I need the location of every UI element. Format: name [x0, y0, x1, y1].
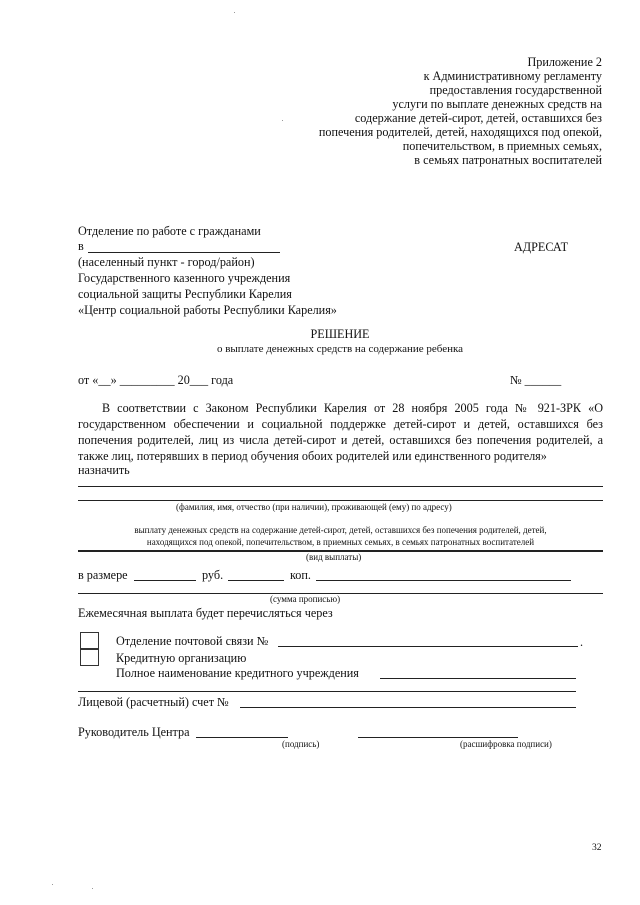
- appendix-line: к Административному регламенту: [423, 69, 602, 83]
- sender-line6: «Центр социальной работы Республики Карелия»: [78, 303, 337, 317]
- appendix-line: предоставления государственной: [429, 83, 602, 97]
- body-paragraph: В соответствии с Законом Республики Карелия от 28 ноября 2005 года № 921-ЗРК «О государственном обеспечении и социальной поддержке детей-сирот и детей, оставшихся без попечения родителей, лиц из числа детей-сирот и детей, оставшихся без попечения родителей, а также лиц, потерявших в период обучения обоих родителей или единственного родителя»: [78, 401, 603, 463]
- caption-words: (сумма прописью): [270, 594, 341, 604]
- amount-prefix: в размере: [78, 568, 128, 582]
- scan-speck: [92, 888, 93, 889]
- amount-words-field[interactable]: [78, 593, 603, 594]
- appendix-line: в семьях патронатных воспитателей: [414, 153, 602, 167]
- caption-signature: (подпись): [282, 739, 320, 749]
- page-number: 32: [592, 842, 602, 853]
- decision-number: № ______: [510, 373, 562, 387]
- decision-subtitle: о выплате денежных средств на содержание ребенка: [216, 343, 464, 355]
- addressee-label: АДРЕСАТ: [514, 240, 569, 254]
- amount-kop-label: коп.: [290, 568, 311, 582]
- sender-line4: Государственного казенного учреждения: [78, 271, 291, 285]
- payment-type-line2: находящихся под опекой, попечительством, в приемных семьях, в семьях патронатных воспитателей: [146, 537, 535, 547]
- caption-fio: (фамилия, имя, отчество (при наличии), проживающей (ему) по адресу): [176, 502, 452, 512]
- scan-speck: [234, 12, 235, 13]
- amount-kop-field[interactable]: [228, 580, 284, 581]
- post-office-checkbox[interactable]: [80, 632, 99, 649]
- monthly-payment-text: Ежемесячная выплата будет перечисляться через: [78, 606, 333, 620]
- credit-org-label: Кредитную организацию: [116, 651, 247, 665]
- amount-rub-label: руб.: [202, 568, 224, 582]
- fio-line1[interactable]: [78, 486, 603, 487]
- head-of-center-label: Руководитель Центра: [78, 725, 190, 739]
- sender-line1: Отделение по работе с гражданами: [78, 224, 261, 238]
- payment-type-line1: выплату денежных средств на содержание детей-сирот, детей, оставшихся без попечения родителей, детей,: [134, 525, 547, 535]
- appendix-line: содержание детей-сирот, детей, оставшихся без: [354, 111, 602, 125]
- sender-line3: (населенный пункт - город/район): [78, 255, 255, 269]
- appendix-line: попечительством, в приемных семьях,: [402, 139, 602, 153]
- caption-signature-decode: (расшифровка подписи): [460, 739, 552, 749]
- amount-extra-field[interactable]: [316, 580, 571, 581]
- sender-location-field[interactable]: [88, 252, 280, 253]
- credit-org-checkbox[interactable]: [80, 649, 99, 666]
- account-label: Лицевой (расчетный) счет №: [78, 695, 229, 709]
- signature-field[interactable]: [196, 737, 288, 738]
- decision-title: РЕШЕНИЕ: [310, 327, 370, 341]
- credit-name-field-2[interactable]: [78, 691, 576, 692]
- decision-date: от «__» _________ 20___ года: [78, 373, 234, 387]
- amount-rub-field[interactable]: [134, 580, 196, 581]
- sender-line5: социальной защиты Республики Карелия: [78, 287, 292, 301]
- sender-line2-prefix: в: [78, 239, 84, 253]
- caption-type: (вид выплаты): [306, 552, 362, 562]
- scan-speck: [282, 120, 283, 121]
- post-office-dot: .: [580, 635, 584, 649]
- appendix-line: Приложение 2: [527, 55, 602, 69]
- post-office-label: Отделение почтовой связи №: [116, 634, 269, 648]
- scan-speck: [52, 884, 53, 885]
- post-office-number-field[interactable]: [278, 646, 578, 647]
- body-assign: назначить: [78, 463, 130, 477]
- account-number-field[interactable]: [240, 707, 576, 708]
- appendix-line: услуги по выплате денежных средств на: [392, 97, 602, 111]
- appendix-block: [242, 55, 602, 167]
- fio-line2[interactable]: [78, 500, 603, 501]
- signature-decode-field[interactable]: [358, 737, 518, 738]
- credit-name-label: Полное наименование кредитного учреждения: [116, 666, 359, 680]
- credit-name-field[interactable]: [380, 678, 576, 679]
- appendix-line: попечения родителей, детей, находящихся под опекой,: [318, 125, 602, 139]
